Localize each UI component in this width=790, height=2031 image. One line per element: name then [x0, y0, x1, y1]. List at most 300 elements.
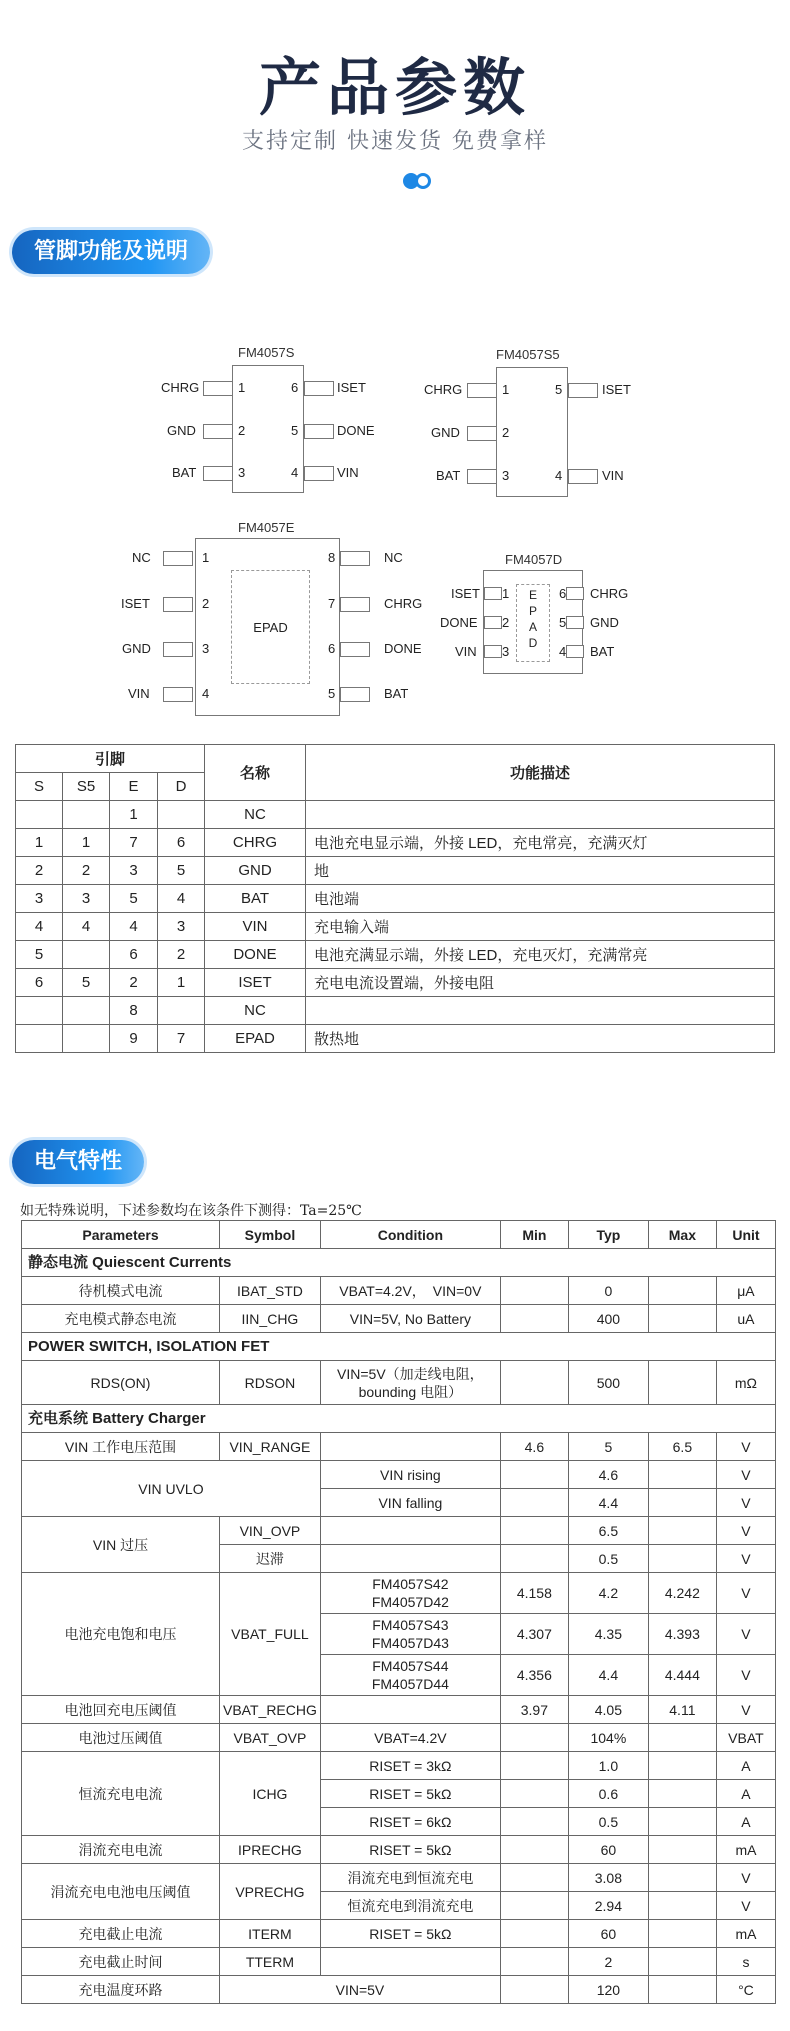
table-row [16, 801, 775, 829]
table-row [16, 1025, 775, 1053]
table-row [22, 1920, 776, 1948]
pin-label: BAT [384, 686, 409, 701]
pin-label: DONE [440, 615, 478, 630]
pin-label: ISET [451, 586, 480, 601]
pin-label: VIN [128, 686, 150, 701]
table-row [16, 941, 775, 969]
pin-description [306, 801, 775, 829]
pin-number: 1 [202, 550, 210, 565]
pin-label: GND [431, 425, 460, 440]
pin-pad [484, 616, 502, 629]
table-row [22, 1752, 776, 1780]
pin-table-body [16, 801, 775, 1053]
section-heading-electrical: 电气特性 [12, 1140, 144, 1184]
unit: V [716, 1655, 775, 1696]
min: 4.307 [500, 1614, 568, 1655]
typ: 104% [568, 1724, 648, 1752]
max [648, 1920, 716, 1948]
unit: mΩ [716, 1361, 775, 1405]
pin-number-cell: 1 [158, 969, 205, 997]
pin-label: GND [590, 615, 619, 630]
pin-name: DONE [205, 941, 306, 969]
pin-pad [566, 616, 584, 629]
typ: 400 [568, 1305, 648, 1333]
min: 4.158 [500, 1573, 568, 1614]
pin-label: VIN [455, 644, 477, 659]
symbol: VIN_OVP [220, 1517, 321, 1545]
condition: VBAT=4.2V， VIN=0V [320, 1277, 500, 1305]
min [500, 1892, 568, 1920]
max [648, 1976, 716, 2004]
pin-label: CHRG [384, 596, 423, 611]
unit: V [716, 1892, 775, 1920]
diagram-title: FM4057D [505, 552, 563, 567]
header-pin: 引脚 [16, 745, 205, 773]
pin-name: BAT [205, 885, 306, 913]
condition-line: FM4057S43 [372, 1617, 449, 1633]
pin-description: 地 [306, 857, 775, 885]
min: 4.356 [500, 1655, 568, 1696]
pin-label: CHRG [424, 382, 463, 397]
typ: 4.05 [568, 1696, 648, 1724]
condition: RISET = 6kΩ [320, 1808, 500, 1836]
condition-line: VIN=5V（加走线电阻， [337, 1365, 484, 1382]
unit: uA [716, 1305, 775, 1333]
pin-label: VIN [602, 468, 624, 483]
pin-pad [340, 687, 370, 702]
unit: V [716, 1864, 775, 1892]
pin-label: BAT [436, 468, 461, 483]
unit: V [716, 1545, 775, 1573]
unit: V [716, 1573, 775, 1614]
condition [320, 1696, 500, 1724]
typ: 4.4 [568, 1655, 648, 1696]
typ: 1.0 [568, 1752, 648, 1780]
pin-number-cell [158, 997, 205, 1025]
page-subtitle: 支持定制 快速发货 免费拿样 [242, 129, 548, 154]
unit: A [716, 1780, 775, 1808]
condition: RISET = 3kΩ [320, 1752, 500, 1780]
param: 充电温度环路 [22, 1976, 220, 2004]
table-row [22, 1724, 776, 1752]
typ: 3.08 [568, 1864, 648, 1892]
pin-label: NC [384, 550, 403, 565]
page-title: 产品参数 [258, 51, 531, 124]
min [500, 1864, 568, 1892]
condition: VBAT=4.2V [320, 1724, 500, 1752]
pin-pad [163, 597, 193, 612]
pin-number: 5 [559, 615, 567, 630]
typ: 4.6 [568, 1461, 648, 1489]
symbol: ITERM [220, 1920, 321, 1948]
pin-pad [467, 383, 497, 398]
pin-number-cell: 5 [63, 969, 110, 997]
table-row [22, 1948, 776, 1976]
table-row [22, 1305, 776, 1333]
pin-description [306, 997, 775, 1025]
pin-number-cell: 9 [110, 1025, 158, 1053]
pin-pad [568, 383, 598, 398]
pin-number-cell [16, 997, 63, 1025]
pin-number-cell: 2 [63, 857, 110, 885]
max [648, 1948, 716, 1976]
pin-number-cell: 5 [16, 941, 63, 969]
col-min: Min [500, 1221, 568, 1249]
typ: 500 [568, 1361, 648, 1405]
section-heading-pins: 管脚功能及说明 [12, 230, 210, 274]
epad-area: EPAD [231, 570, 310, 684]
pin-number-cell [16, 1025, 63, 1053]
max: 4.11 [648, 1696, 716, 1724]
pin-pad [203, 381, 233, 396]
pin-number: 2 [202, 596, 210, 611]
unit: mA [716, 1836, 775, 1864]
condition [320, 1433, 500, 1461]
unit: A [716, 1808, 775, 1836]
pin-pad [163, 551, 193, 566]
table-row [16, 997, 775, 1025]
pin-label: NC [132, 550, 151, 565]
pin-number-cell: 2 [110, 969, 158, 997]
pin-number-cell: 1 [16, 829, 63, 857]
pin-number: 3 [202, 641, 210, 656]
param: 电池回充电压阈值 [22, 1696, 220, 1724]
symbol: 迟滞 [220, 1545, 321, 1573]
pin-pad [340, 642, 370, 657]
pin-description: 充电输入端 [306, 913, 775, 941]
condition: VIN rising [320, 1461, 500, 1489]
typ: 0.5 [568, 1808, 648, 1836]
param: 充电截止电流 [22, 1920, 220, 1948]
section-power-switch: POWER SWITCH, ISOLATION FET [22, 1333, 776, 1361]
min [500, 1277, 568, 1305]
table-row [22, 1864, 776, 1892]
pin-number-cell: 7 [110, 829, 158, 857]
unit: V [716, 1696, 775, 1724]
symbol: RDSON [220, 1361, 321, 1405]
table-row [22, 1976, 776, 2004]
pin-pad [467, 469, 497, 484]
condition: RISET = 5kΩ [320, 1836, 500, 1864]
condition [320, 1948, 500, 1976]
pin-number: 4 [555, 468, 563, 483]
symbol: VBAT_FULL [220, 1573, 321, 1696]
condition: RISET = 5kΩ [320, 1920, 500, 1948]
condition [320, 1517, 500, 1545]
pin-description: 电池端 [306, 885, 775, 913]
condition [320, 1655, 500, 1696]
pin-number-cell [16, 801, 63, 829]
symbol: TTERM [220, 1948, 321, 1976]
pin-pad [203, 466, 233, 481]
min [500, 1724, 568, 1752]
max [648, 1517, 716, 1545]
pin-number: 2 [238, 423, 246, 438]
pin-pad [340, 597, 370, 612]
epad-area: E P A D [516, 584, 550, 662]
pin-pad [484, 587, 502, 600]
max [648, 1545, 716, 1573]
pin-number: 5 [555, 382, 563, 397]
max [648, 1461, 716, 1489]
param: 充电截止时间 [22, 1948, 220, 1976]
pin-number: 3 [502, 468, 510, 483]
pin-pad [304, 381, 334, 396]
pin-number: 1 [502, 382, 510, 397]
pin-label: VIN [337, 465, 359, 480]
pin-number-cell [63, 941, 110, 969]
pin-number-cell: 3 [63, 885, 110, 913]
max [648, 1724, 716, 1752]
pin-name: ISET [205, 969, 306, 997]
pin-pad [340, 551, 370, 566]
pin-label: GND [122, 641, 151, 656]
symbol: IBAT_STD [220, 1277, 321, 1305]
table-row [16, 857, 775, 885]
pin-label: ISET [337, 380, 366, 395]
pin-pad [304, 424, 334, 439]
param: VIN 过压 [22, 1517, 220, 1573]
col-condition: Condition [320, 1221, 500, 1249]
pin-number-cell: 4 [63, 913, 110, 941]
pin-pad [566, 587, 584, 600]
max [648, 1305, 716, 1333]
col-parameters: Parameters [22, 1221, 220, 1249]
pin-number-cell [63, 801, 110, 829]
pin-number-cell: 4 [16, 913, 63, 941]
pin-number-cell: 5 [110, 885, 158, 913]
param: 涓流充电电流 [22, 1836, 220, 1864]
pin-number: 2 [502, 425, 510, 440]
pin-number-cell: 3 [16, 885, 63, 913]
max [648, 1489, 716, 1517]
typ: 60 [568, 1836, 648, 1864]
max [648, 1808, 716, 1836]
pin-number-cell: 6 [158, 829, 205, 857]
electrical-characteristics-table [21, 1220, 776, 2004]
pin-number: 5 [328, 686, 336, 701]
pin-function-table [15, 744, 775, 1053]
unit: V [716, 1517, 775, 1545]
pin-pad [484, 645, 502, 658]
header-e: E [110, 773, 158, 801]
pin-number: 4 [291, 465, 299, 480]
condition-line: bounding 电阻） [358, 1383, 463, 1400]
symbol: IPRECHG [220, 1836, 321, 1864]
dot-ring-icon [415, 173, 431, 189]
min [500, 1461, 568, 1489]
min [500, 1780, 568, 1808]
condition: 涓流充电到恒流充电 [320, 1864, 500, 1892]
pin-number-cell: 6 [110, 941, 158, 969]
pin-number-cell: 3 [110, 857, 158, 885]
diagram-title: FM4057E [238, 520, 295, 535]
pin-number-cell: 7 [158, 1025, 205, 1053]
typ: 2 [568, 1948, 648, 1976]
condition-line: FM4057D42 [371, 1594, 449, 1610]
pin-label: DONE [384, 641, 422, 656]
param: 恒流充电电流 [22, 1752, 220, 1836]
typ: 120 [568, 1976, 648, 2004]
section-quiescent: 静态电流 Quiescent Currents [22, 1249, 776, 1277]
typ: 60 [568, 1920, 648, 1948]
pin-label: BAT [590, 644, 615, 659]
pin-pad [304, 466, 334, 481]
pin-pad [163, 687, 193, 702]
max [648, 1780, 716, 1808]
condition: VIN=5V [220, 1976, 501, 2004]
table-row [22, 1461, 776, 1489]
min [500, 1517, 568, 1545]
header-s5: S5 [63, 773, 110, 801]
pin-description: 散热地 [306, 1025, 775, 1053]
typ: 2.94 [568, 1892, 648, 1920]
header-d: D [158, 773, 205, 801]
condition: VIN falling [320, 1489, 500, 1517]
symbol: VPRECHG [220, 1864, 321, 1920]
pin-number-cell [63, 997, 110, 1025]
pin-name: NC [205, 801, 306, 829]
typ: 0.5 [568, 1545, 648, 1573]
pin-label: CHRG [590, 586, 629, 601]
pin-label: GND [167, 423, 196, 438]
section-charger: 充电系统 Battery Charger [22, 1405, 776, 1433]
min: 4.6 [500, 1433, 568, 1461]
max [648, 1277, 716, 1305]
pin-name: EPAD [205, 1025, 306, 1053]
condition-line: FM4057S42 [372, 1576, 449, 1592]
pin-number: 4 [202, 686, 210, 701]
diagram-title: FM4057S [238, 345, 295, 360]
symbol: VBAT_OVP [220, 1724, 321, 1752]
header-desc: 功能描述 [306, 745, 775, 801]
param: 电池过压阈值 [22, 1724, 220, 1752]
pin-number-cell [158, 801, 205, 829]
pin-name: NC [205, 997, 306, 1025]
table-row [22, 1433, 776, 1461]
pin-number-cell: 2 [158, 941, 205, 969]
pin-pad [203, 424, 233, 439]
unit: A [716, 1752, 775, 1780]
typ: 5 [568, 1433, 648, 1461]
pin-number-cell: 4 [110, 913, 158, 941]
pin-number: 3 [238, 465, 246, 480]
unit: VBAT [716, 1724, 775, 1752]
symbol: VIN_RANGE [220, 1433, 321, 1461]
unit: V [716, 1614, 775, 1655]
max [648, 1836, 716, 1864]
min [500, 1752, 568, 1780]
table-row [22, 1277, 776, 1305]
table-row [22, 1573, 776, 1614]
unit: mA [716, 1920, 775, 1948]
min [500, 1948, 568, 1976]
unit: V [716, 1489, 775, 1517]
pin-label: BAT [172, 465, 197, 480]
col-typ: Typ [568, 1221, 648, 1249]
table-row [16, 885, 775, 913]
param: 涓流充电电池电压阈值 [22, 1864, 220, 1920]
typ: 6.5 [568, 1517, 648, 1545]
pin-number: 8 [328, 550, 336, 565]
param: 待机模式电流 [22, 1277, 220, 1305]
max [648, 1361, 716, 1405]
pin-pad [163, 642, 193, 657]
condition-line: FM4057D44 [371, 1676, 449, 1692]
table-row [22, 1361, 776, 1405]
condition-line: FM4057S44 [372, 1658, 449, 1674]
table-row [22, 1836, 776, 1864]
col-max: Max [648, 1221, 716, 1249]
min [500, 1976, 568, 2004]
max: 4.242 [648, 1573, 716, 1614]
condition [320, 1573, 500, 1614]
table-row [16, 829, 775, 857]
max [648, 1864, 716, 1892]
min [500, 1489, 568, 1517]
min [500, 1920, 568, 1948]
pin-pad [568, 469, 598, 484]
condition: VIN=5V, No Battery [320, 1305, 500, 1333]
pin-number-cell: 8 [110, 997, 158, 1025]
pin-pad [467, 426, 497, 441]
pin-number: 1 [238, 380, 246, 395]
pin-pad [566, 645, 584, 658]
pin-label: ISET [602, 382, 631, 397]
pin-number: 6 [328, 641, 336, 656]
max [648, 1892, 716, 1920]
header-name: 名称 [205, 745, 306, 801]
symbol: VBAT_RECHG [220, 1696, 321, 1724]
pin-name: VIN [205, 913, 306, 941]
condition [320, 1545, 500, 1573]
pin-number-cell: 1 [110, 801, 158, 829]
unit: V [716, 1461, 775, 1489]
unit: V [716, 1433, 775, 1461]
test-condition-note: 如无特殊说明，下述参数均在该条件下测得：Ta=25℃ [20, 1203, 362, 1219]
pin-number-cell [63, 1025, 110, 1053]
min [500, 1361, 568, 1405]
typ: 0 [568, 1277, 648, 1305]
max [648, 1752, 716, 1780]
condition [320, 1614, 500, 1655]
min [500, 1545, 568, 1573]
unit: °C [716, 1976, 775, 2004]
min: 3.97 [500, 1696, 568, 1724]
table-row [22, 1696, 776, 1724]
table-row [16, 913, 775, 941]
pin-number-cell: 1 [63, 829, 110, 857]
pin-label: ISET [121, 596, 150, 611]
pin-number: 6 [291, 380, 299, 395]
pin-number-cell: 5 [158, 857, 205, 885]
symbol: IIN_CHG [220, 1305, 321, 1333]
header-s: S [16, 773, 63, 801]
symbol: ICHG [220, 1752, 321, 1836]
pin-number: 6 [559, 586, 567, 601]
max: 6.5 [648, 1433, 716, 1461]
param: 电池充电饱和电压 [22, 1573, 220, 1696]
pin-name: GND [205, 857, 306, 885]
pin-description: 电池充满显示端，外接 LED，充电灭灯，充满常亮 [306, 941, 775, 969]
pin-label: CHRG [161, 380, 200, 395]
pin-number-cell: 4 [158, 885, 205, 913]
pin-number: 1 [502, 586, 510, 601]
col-unit: Unit [716, 1221, 775, 1249]
typ: 0.6 [568, 1780, 648, 1808]
pin-number: 3 [502, 644, 510, 659]
pin-number: 4 [559, 644, 567, 659]
